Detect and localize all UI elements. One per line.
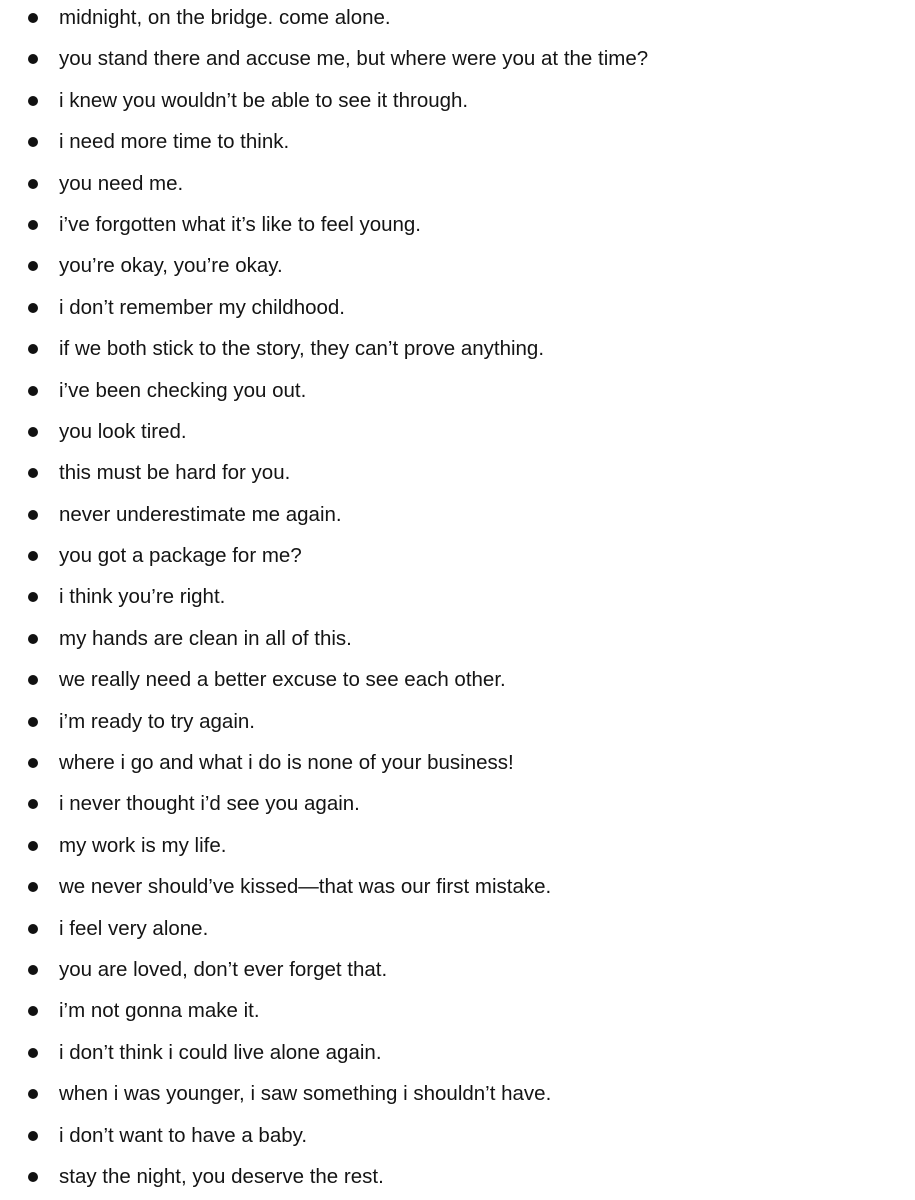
list-item [0, 742, 915, 783]
list-item-text: you look tired. [59, 419, 187, 443]
list-item-text: never underestimate me again. [59, 502, 342, 526]
list-item-text: you got a package for me? [59, 544, 302, 568]
bullet-icon [28, 54, 38, 64]
bullet-icon [28, 510, 38, 520]
list-item-text: if we both stick to the story, they can’t prove anything. [59, 337, 545, 361]
list-item [0, 494, 915, 535]
list-item-text: you stand there and accuse me, but where were you at the time? [59, 47, 649, 71]
list-item-text: when i was younger, i saw something i shouldn’t have. [59, 1082, 552, 1106]
bullet-icon [28, 261, 38, 271]
bullet-icon [28, 758, 38, 768]
list-item [0, 411, 915, 452]
bullet-icon [28, 717, 38, 727]
list-item-text: i never thought i’d see you again. [59, 792, 360, 816]
list-item [0, 80, 915, 121]
list-item-text: i’m ready to try again. [59, 709, 255, 733]
list-item-text: my work is my life. [59, 833, 227, 857]
list-item-text: you are loved, don’t ever forget that. [59, 957, 388, 981]
bullet-icon [28, 882, 38, 892]
list-item [0, 0, 915, 38]
list-item-text: i don’t want to have a baby. [59, 1123, 308, 1147]
bullet-icon [28, 1006, 38, 1016]
list-item-text: i need more time to think. [59, 130, 290, 154]
list-item [0, 825, 915, 866]
list-item-text: my hands are clean in all of this. [59, 626, 352, 650]
bullet-icon [28, 1048, 38, 1058]
list-item [0, 370, 915, 411]
list-item [0, 783, 915, 824]
list-item [0, 949, 915, 990]
list-item-text: we never should’ve kissed—that was our first mistake. [59, 875, 552, 899]
list-item [0, 576, 915, 617]
list-item [0, 1073, 915, 1114]
list-item-text: midnight, on the bridge. come alone. [59, 6, 391, 29]
list-item-text: i don’t remember my childhood. [59, 295, 345, 319]
list-item [0, 535, 915, 576]
list-item [0, 163, 915, 204]
list-item [0, 287, 915, 328]
bullet-icon [28, 551, 38, 561]
list-item-text: i’m not gonna make it. [59, 999, 260, 1023]
list-item-text: stay the night, you deserve the rest. [59, 1164, 384, 1188]
list-item-text: i knew you wouldn’t be able to see it through. [59, 88, 469, 112]
list-item-text: i think you’re right. [59, 585, 226, 609]
list-item [0, 990, 915, 1031]
bullet-icon [28, 799, 38, 809]
list-item [0, 908, 915, 949]
list-item [0, 701, 915, 742]
bullet-icon [28, 220, 38, 230]
bullet-icon [28, 179, 38, 189]
list-item-text: you need me. [59, 171, 184, 195]
list-item [0, 245, 915, 286]
bullet-icon [28, 924, 38, 934]
list-item [0, 204, 915, 245]
bullet-icon [28, 468, 38, 478]
bullet-icon [28, 96, 38, 106]
bullet-icon [28, 634, 38, 644]
list-item [0, 1156, 915, 1197]
list-item [0, 38, 915, 79]
bullet-icon [28, 1172, 38, 1182]
list-item-text: you’re okay, you’re okay. [59, 254, 283, 278]
bullet-icon [28, 137, 38, 147]
bullet-icon [28, 303, 38, 313]
list-item [0, 618, 915, 659]
list-item-text: i don’t think i could live alone again. [59, 1040, 382, 1064]
list-item [0, 1115, 915, 1156]
list-item [0, 121, 915, 162]
list-item [0, 866, 915, 907]
bullet-icon [28, 1131, 38, 1141]
list-item-text: where i go and what i do is none of your business! [59, 751, 514, 775]
bullet-icon [28, 965, 38, 975]
bullet-icon [28, 13, 38, 23]
bullet-icon [28, 427, 38, 437]
list-item-text: i feel very alone. [59, 916, 209, 940]
bullet-icon [28, 344, 38, 354]
bullet-icon [28, 1089, 38, 1099]
list-item [0, 659, 915, 700]
list-item [0, 452, 915, 493]
list-item-text: this must be hard for you. [59, 461, 291, 485]
bullet-icon [28, 841, 38, 851]
list-item [0, 328, 915, 369]
bullet-icon [28, 592, 38, 602]
bullet-icon [28, 386, 38, 396]
bullet-icon [28, 675, 38, 685]
list-item [0, 1032, 915, 1073]
list-item-text: i’ve been checking you out. [59, 378, 307, 402]
list-item-text: i’ve forgotten what it’s like to feel young. [59, 212, 421, 236]
list-item-text: we really need a better excuse to see each other. [59, 668, 506, 692]
